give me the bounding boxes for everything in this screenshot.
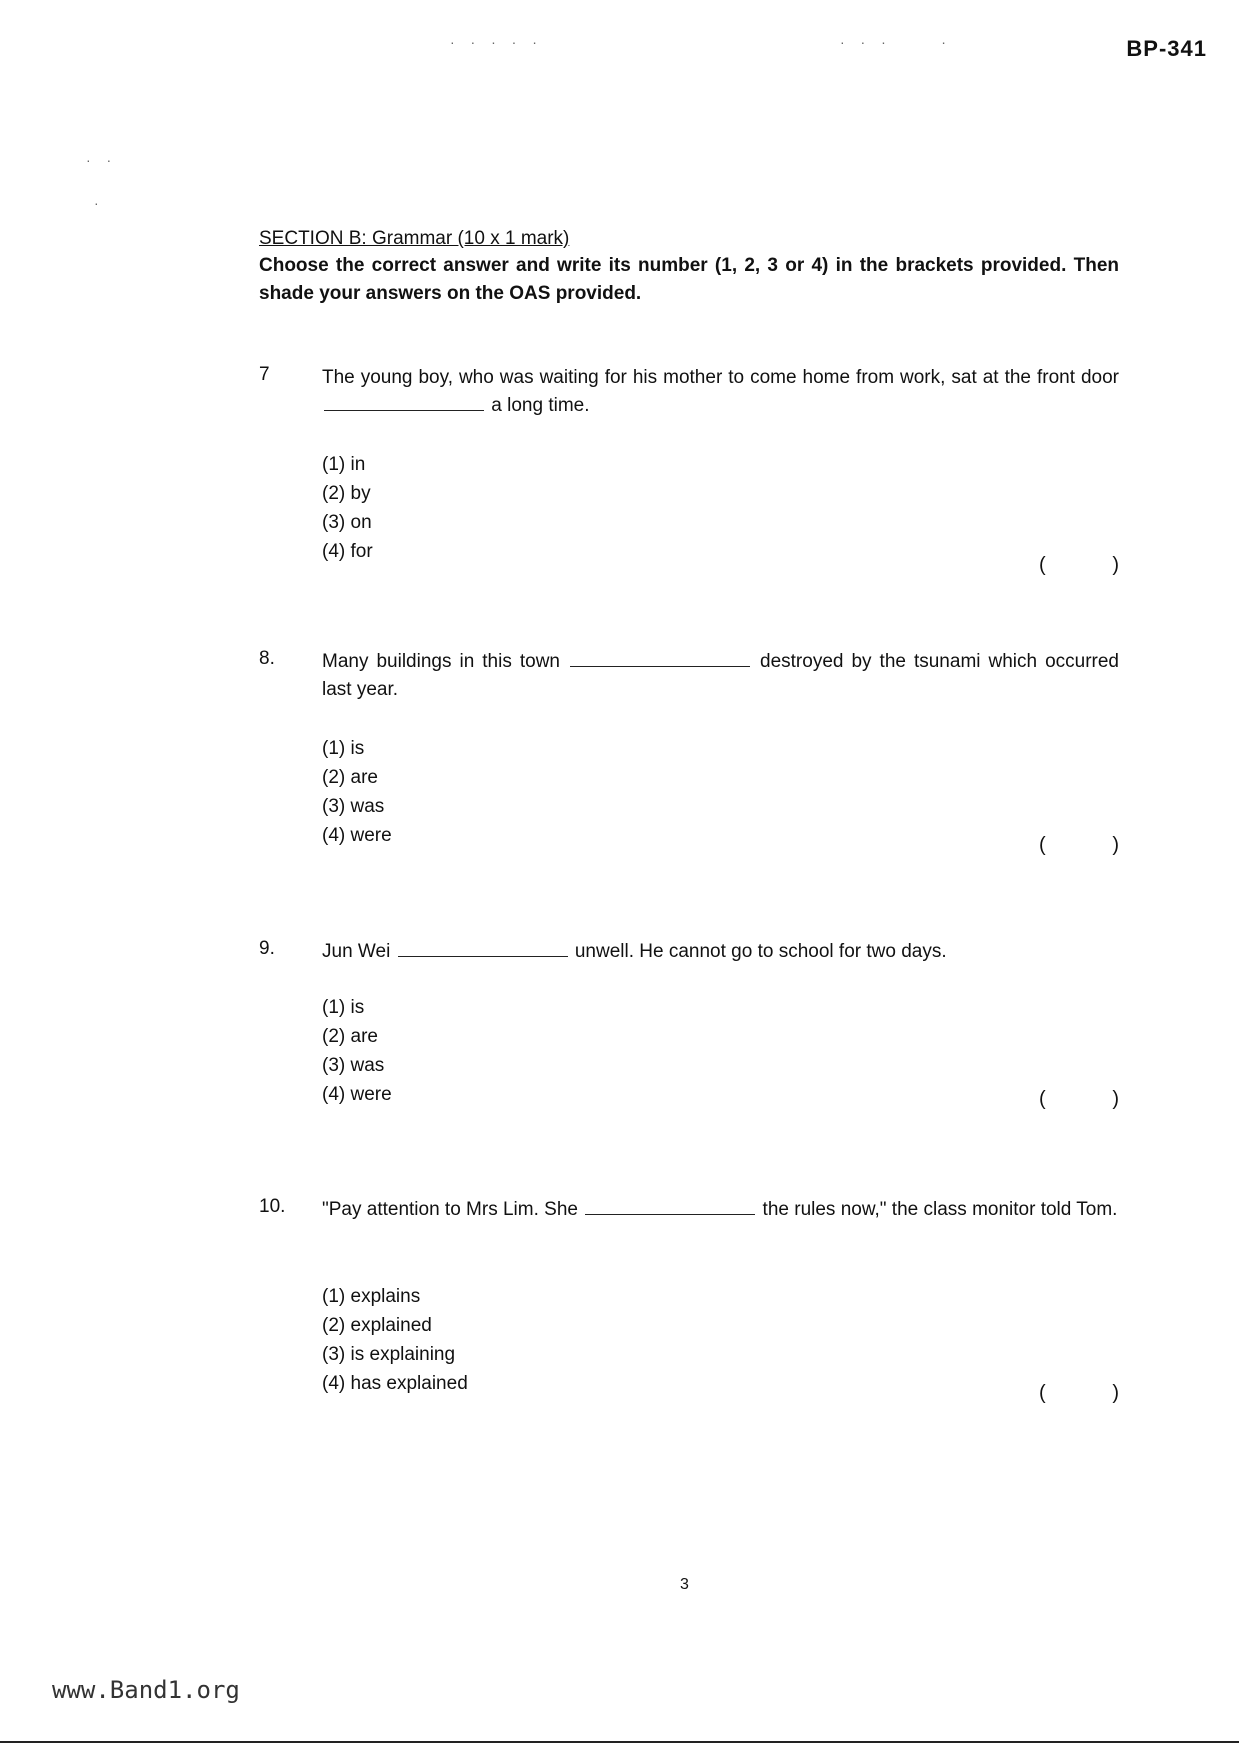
- section-title: SECTION B: Grammar (10 x 1 mark): [259, 228, 570, 249]
- stem-before: The young boy, who was waiting for his mother to come home from work, sat at the front door: [322, 367, 1119, 388]
- option: (1) explains: [322, 1286, 421, 1307]
- question-stem: [322, 938, 1119, 966]
- bracket-open: (: [1039, 1088, 1046, 1110]
- scan-speck: · ·: [86, 152, 118, 168]
- answer-brackets[interactable]: [1039, 1088, 1119, 1111]
- question-number: 8.: [259, 648, 275, 669]
- section-header: [259, 228, 1119, 308]
- option: (3) was: [322, 1055, 385, 1076]
- scan-speck: ·: [94, 195, 105, 211]
- question-stem: [322, 364, 1119, 420]
- question-stem: [322, 648, 1119, 704]
- footer-rule: [0, 1741, 1239, 1743]
- stem-after: destroyed by the tsunami which occurred last year.: [322, 651, 1119, 700]
- paper-code: BP-341: [1126, 36, 1207, 61]
- bracket-close: ): [1112, 834, 1119, 856]
- option: (4) were: [322, 1084, 392, 1105]
- options-list: [322, 450, 373, 566]
- scan-speck: · · · ·: [840, 34, 952, 50]
- watermark-url: www.Band1.org: [52, 1676, 240, 1704]
- stem-after: the rules now," the class monitor told Tom.: [762, 1199, 1118, 1220]
- bracket-close: ): [1112, 1088, 1119, 1110]
- stem-before: "Pay attention to Mrs Lim. She: [322, 1199, 578, 1220]
- bracket-close: ): [1112, 554, 1119, 576]
- question-number: 9.: [259, 938, 275, 959]
- answer-blank: [398, 955, 568, 957]
- stem-before: Many buildings in this town: [322, 651, 560, 672]
- option: (1) is: [322, 997, 365, 1018]
- scan-speck: · · · · ·: [450, 34, 543, 50]
- bracket-open: (: [1039, 1382, 1046, 1404]
- option: (4) for: [322, 541, 373, 562]
- option: (3) is explaining: [322, 1344, 456, 1365]
- answer-blank: [570, 665, 750, 667]
- option: (1) is: [322, 738, 365, 759]
- answer-blank: [585, 1213, 755, 1215]
- bracket-open: (: [1039, 834, 1046, 856]
- bracket-open: (: [1039, 554, 1046, 576]
- question-number: 7: [259, 364, 270, 385]
- stem-after: unwell. He cannot go to school for two days.: [574, 941, 947, 962]
- option: (2) explained: [322, 1315, 432, 1336]
- answer-brackets[interactable]: [1039, 1382, 1119, 1405]
- options-list: [322, 993, 392, 1109]
- options-list: [322, 1282, 468, 1398]
- stem-before: Jun Wei: [322, 941, 391, 962]
- answer-brackets[interactable]: [1039, 834, 1119, 857]
- answer-blank: [324, 409, 484, 411]
- bracket-close: ): [1112, 1382, 1119, 1404]
- option: (2) are: [322, 1026, 378, 1047]
- option: (4) were: [322, 825, 392, 846]
- option: (1) in: [322, 454, 366, 475]
- question-stem: [322, 1196, 1119, 1224]
- section-instructions: Choose the correct answer and write its number (1, 2, 3 or 4) in the brackets provided. Then shade your answers on the OAS provided.: [259, 255, 1119, 304]
- option: (3) on: [322, 512, 372, 533]
- option: (2) are: [322, 767, 378, 788]
- options-list: [322, 734, 392, 850]
- option: (2) by: [322, 483, 371, 504]
- answer-brackets[interactable]: [1039, 554, 1119, 577]
- question-number: 10.: [259, 1196, 286, 1217]
- stem-after: a long time.: [491, 395, 590, 416]
- option: (3) was: [322, 796, 385, 817]
- option: (4) has explained: [322, 1373, 468, 1394]
- page-number: 3: [680, 1576, 689, 1593]
